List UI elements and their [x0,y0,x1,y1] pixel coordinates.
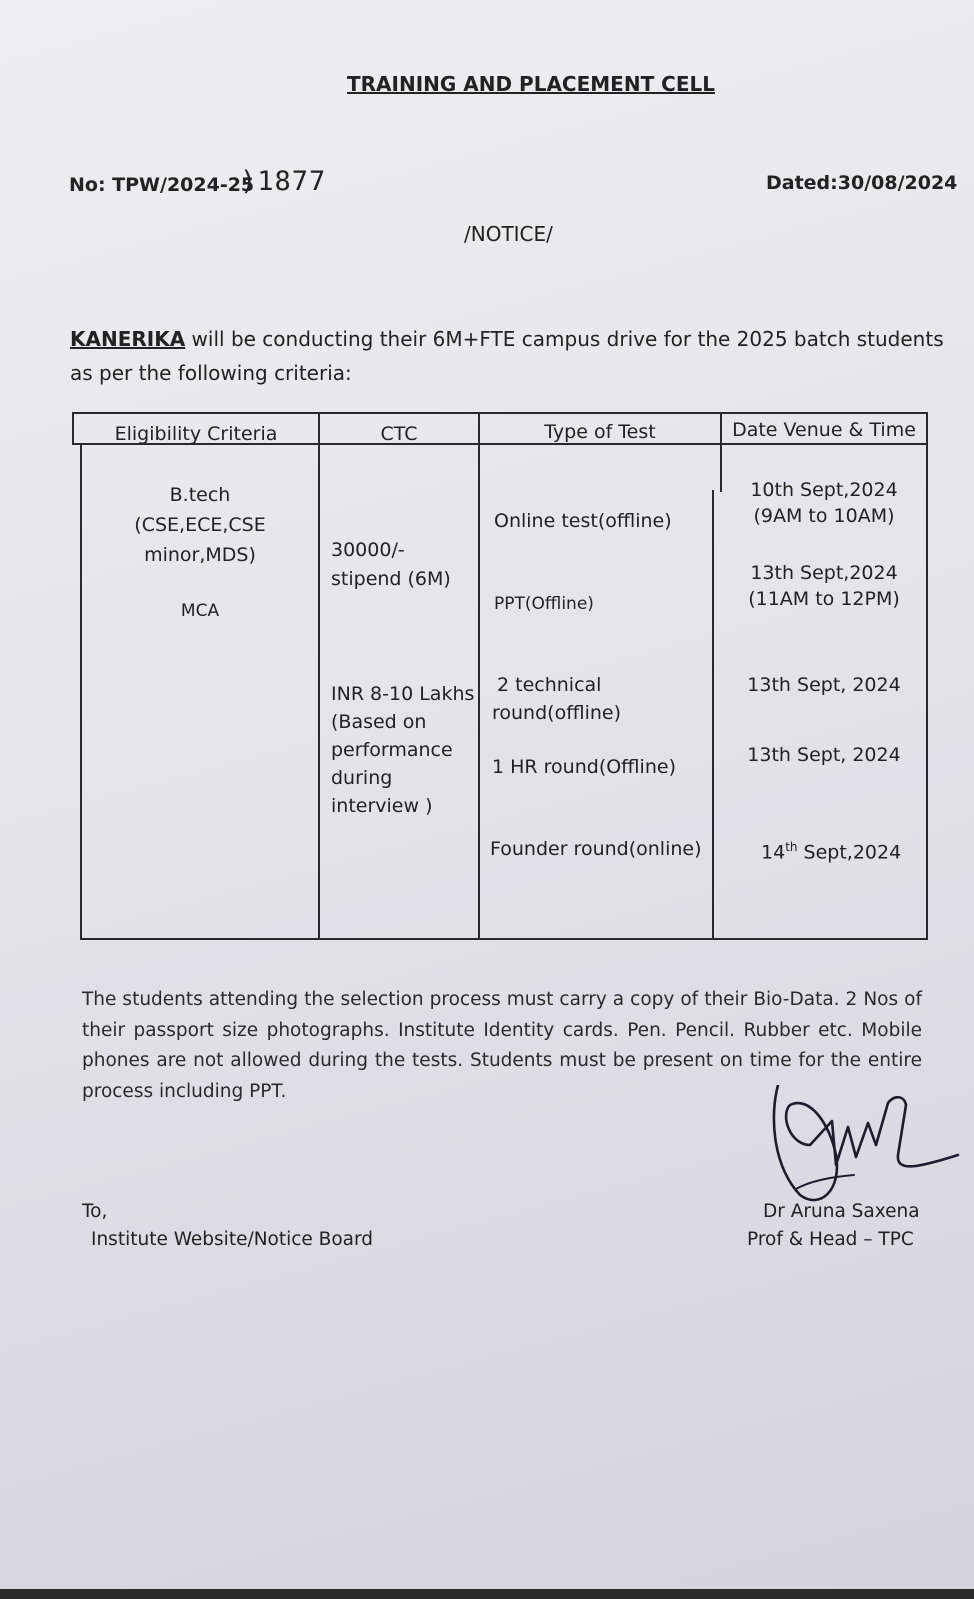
signatory-title: Prof & Head – TPC [747,1229,914,1250]
date-4: 13th Sept, 2024 [747,744,901,766]
ctc-fte-line-4: during [331,767,393,789]
date-2-line-1: 13th Sept,2024 [750,562,898,584]
intro-text: will be conducting their 6M+FTE campus drive for the 2025 batch students as per the following criteria: [70,327,944,385]
date-5-rest: Sept,2024 [797,841,902,864]
eligibility-line-2: (CSE,ECE,CSE [134,514,266,536]
notice-heading: /NOTICE/ [464,222,553,246]
signatory-name: Dr Aruna Saxena [763,1201,920,1222]
date-1-line-2: (9AM to 10AM) [753,505,895,527]
header-ctc: CTC [380,423,418,445]
test-hr: 1 HR round(Offline) [492,756,676,778]
ctc-fte-line-3: performance [331,739,453,761]
photo-bottom-edge [0,1589,974,1599]
reference-number-handwritten: )1877 [240,166,327,197]
table-col-divider-3b [712,490,714,940]
test-founder: Founder round(online) [490,838,702,860]
table-col-divider-2 [478,412,480,940]
test-ppt: PPT(Offline) [494,594,594,614]
recipient-label: To, [82,1201,108,1222]
date-3: 13th Sept, 2024 [747,674,901,696]
page-title: TRAINING AND PLACEMENT CELL [347,72,715,96]
recipient-value: Institute Website/Notice Board [91,1229,374,1250]
ctc-stipend-line-1: 30000/- [331,539,405,561]
ctc-fte-line-1: INR 8-10 Lakhs [331,683,475,705]
ctc-fte-line-5: interview ) [331,795,433,817]
test-technical-line-2: round(offline) [492,702,621,724]
date-5-suffix: th [785,840,798,854]
eligibility-line-1: B.tech [169,484,231,506]
header-eligibility: Eligibility Criteria [114,423,278,445]
test-technical-line-1: 2 technical [497,674,602,696]
table-border-bottom [80,938,928,940]
table-border-left [80,443,82,940]
table-border-top [72,412,928,414]
ctc-fte-line-2: (Based on [331,711,427,733]
instructions-paragraph: The students attending the selection process must carry a copy of their Bio-Data. 2 Nos of their passport size photographs. Institute Identity cards. Pen. Pencil. Rubber etc. Mobile phones are not allowed during the tests. Students must be present on time for the entire process including PPT. [82,989,922,1102]
ctc-stipend-line-2: stipend (6M) [331,568,451,590]
date-5 [761,833,901,867]
date-2-line-2: (11AM to 12PM) [748,588,900,610]
signature-image [770,1085,970,1210]
company-name: KANERIKA [70,327,186,351]
table-col-divider-1 [318,412,320,940]
date-1-line-1: 10th Sept,2024 [750,479,898,501]
header-test-type: Type of Test [544,421,656,443]
header-date-venue-time: Date Venue & Time [732,419,916,441]
notice-date: Dated:30/08/2024 [766,172,958,194]
table-border-right [926,412,928,940]
eligibility-line-3: minor,MDS) [144,544,256,566]
eligibility-line-4: MCA [180,601,220,621]
date-5-day: 14 [761,841,786,864]
reference-number: No: TPW/2024-25 [69,174,255,196]
test-online: Online test(offline) [494,510,672,532]
